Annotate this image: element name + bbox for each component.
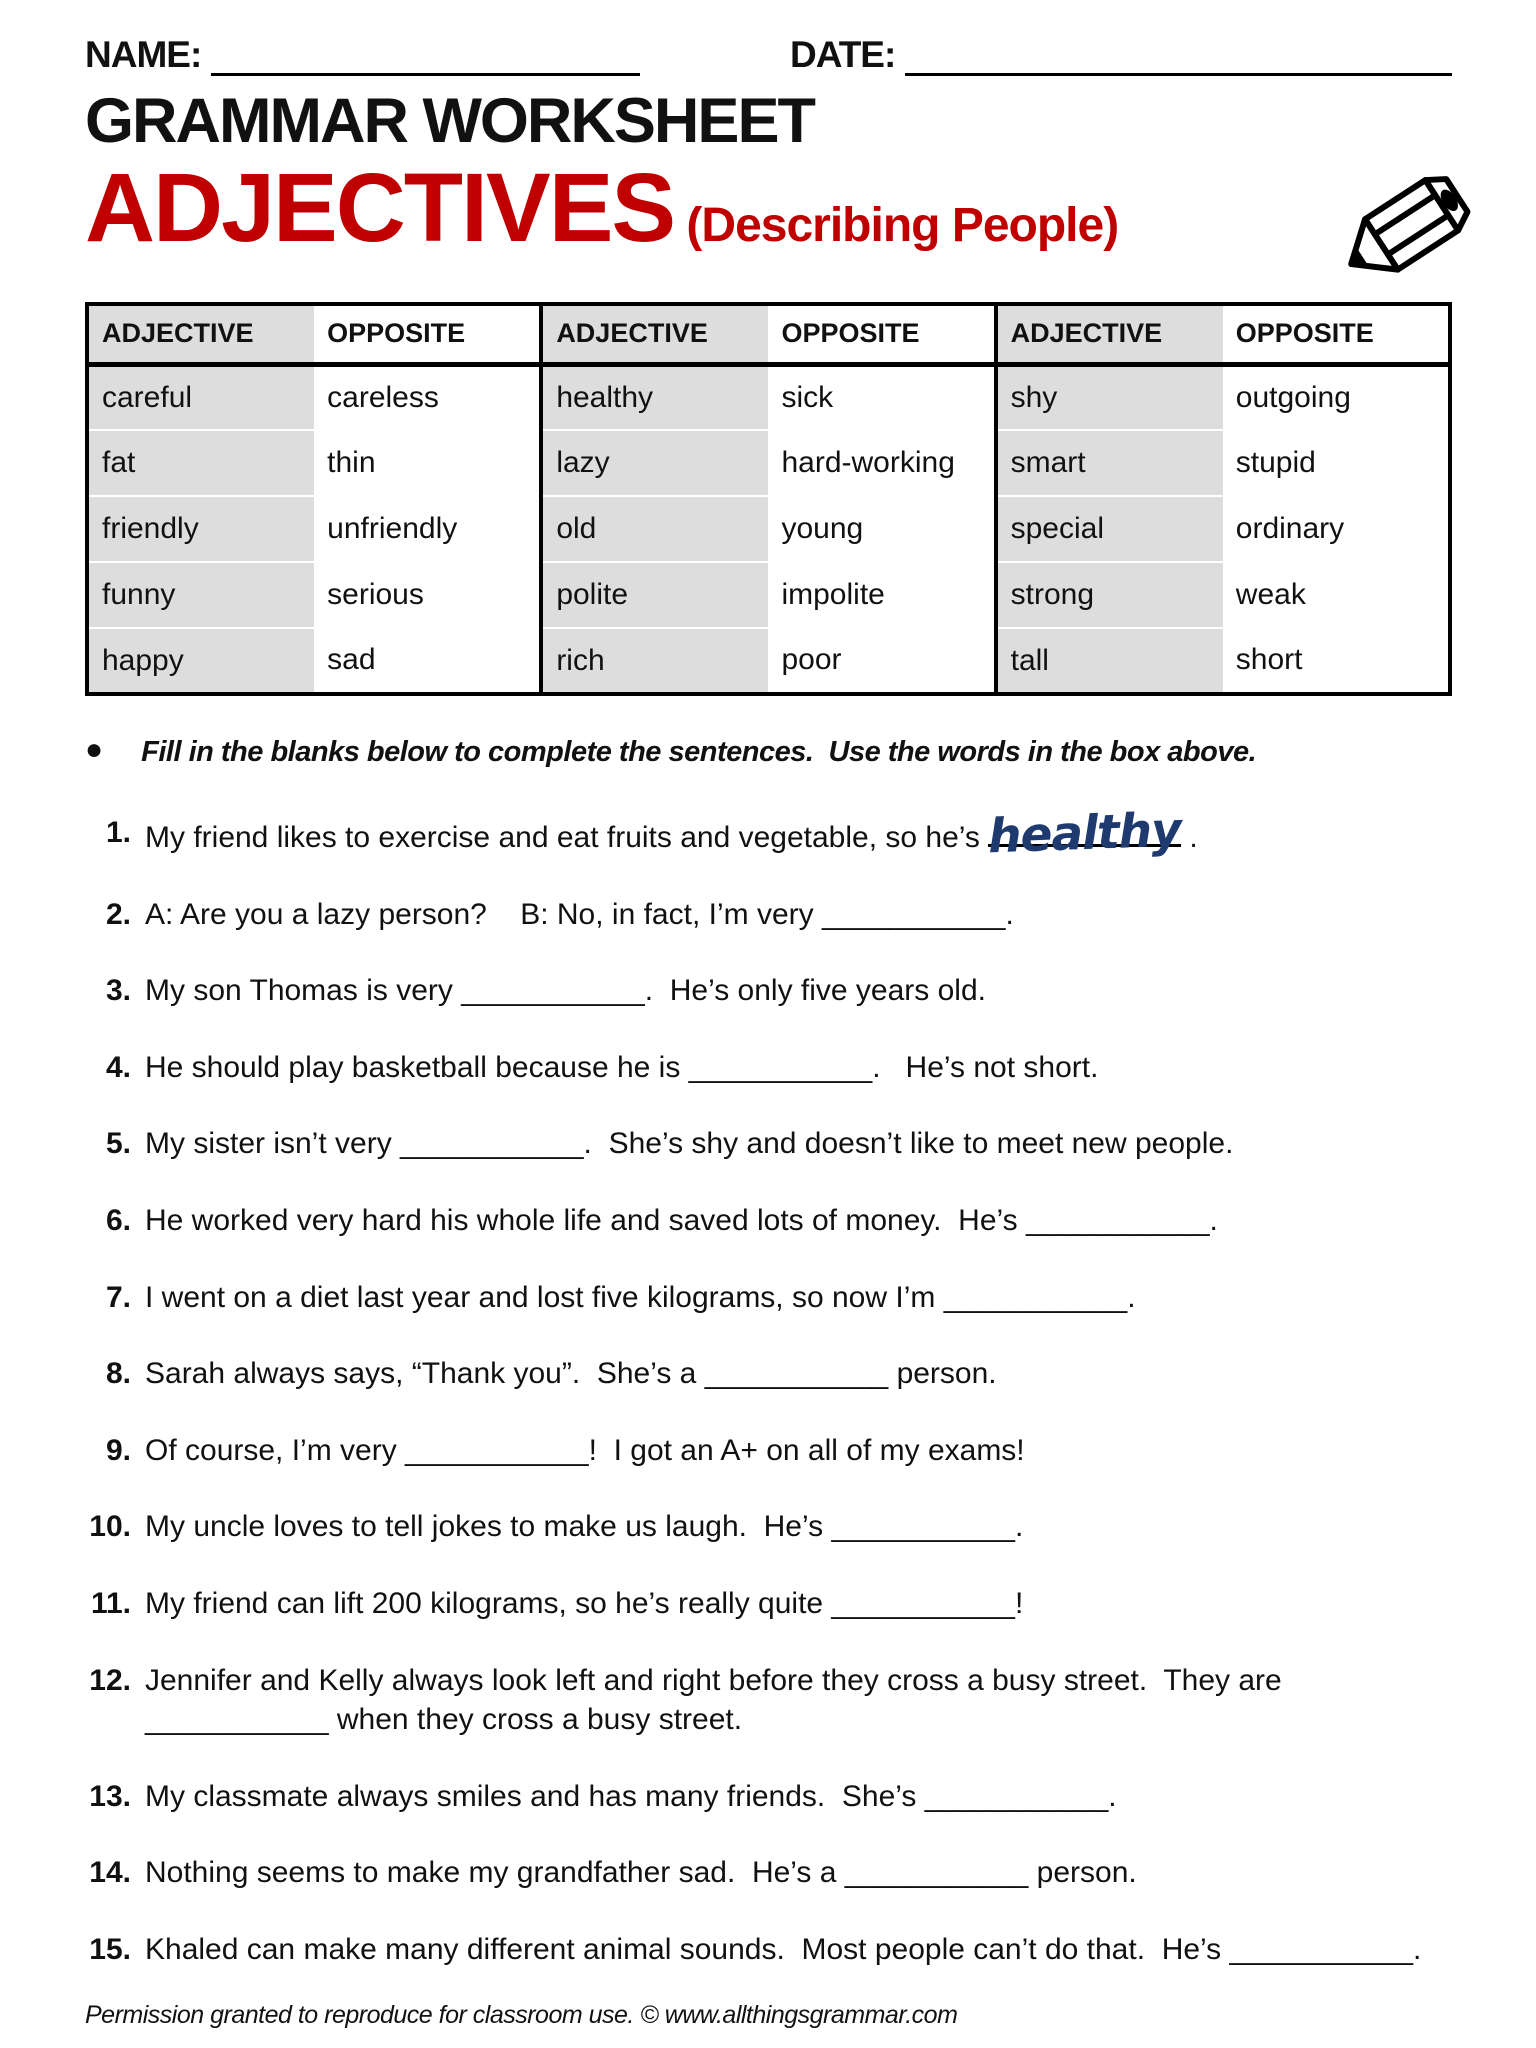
table-cell: special: [996, 496, 1223, 562]
table-cell: rich: [541, 628, 768, 694]
pencil-icon: [1324, 158, 1474, 308]
answer-blank: [987, 802, 1182, 865]
adjectives-table-body: [87, 364, 1450, 694]
table-cell: lazy: [541, 430, 768, 496]
table-header-cell: ADJECTIVE: [87, 304, 314, 364]
table-cell: serious: [314, 562, 541, 628]
item-number: 9.: [105, 1433, 131, 1467]
exercise-item: [85, 1853, 1452, 1893]
table-cell: friendly: [87, 496, 314, 562]
item-text: Khaled can make many different animal sounds. Most people can’t do that. He’s ___________.: [145, 1932, 1422, 1966]
item-number: 11.: [90, 1586, 131, 1620]
item-number: 1.: [105, 816, 131, 849]
table-header-cell: OPPOSITE: [1235, 318, 1374, 349]
table-cell: happy: [87, 628, 314, 694]
header-row: [85, 34, 1452, 76]
topic-subtitle: (Describing People): [674, 199, 1119, 252]
adjectives-table-head: [87, 304, 1450, 364]
exercise-item: [85, 1201, 1452, 1241]
exercise-item: [85, 971, 1452, 1011]
item-number: 7.: [105, 1280, 131, 1314]
item-number: 12.: [89, 1663, 131, 1697]
exercise-item: [85, 1661, 1452, 1740]
item-text: [145, 802, 1198, 865]
table-cell: thin: [314, 430, 541, 496]
table-cell: weak: [1235, 578, 1306, 611]
table-header-cell: OPPOSITE: [768, 304, 995, 364]
item-number: 14.: [89, 1856, 131, 1890]
table-cell: young: [768, 496, 995, 562]
table-cell: unfriendly: [314, 496, 541, 562]
date-field: [790, 34, 1452, 76]
item-text: My son Thomas is very ___________. He’s only five years old.: [145, 974, 986, 1008]
exercise-item: [85, 1584, 1452, 1624]
bullet-icon: ●: [85, 733, 104, 766]
table-cell: careful: [87, 364, 314, 430]
exercise-item: [85, 1930, 1452, 1970]
table-row: [87, 562, 1450, 628]
item-text-after: .: [1180, 821, 1198, 854]
table-row: [87, 496, 1450, 562]
table-cell: fat: [87, 430, 314, 496]
date-label: DATE:: [790, 34, 896, 75]
instruction-row: [85, 733, 1452, 769]
handwritten-answer: healthy: [987, 802, 1182, 865]
table-row: [87, 430, 1450, 496]
item-text: My friend can lift 200 kilograms, so he’s really quite ___________!: [145, 1586, 1024, 1620]
item-number: 4.: [105, 1050, 131, 1084]
table-cell: strong: [996, 562, 1223, 628]
table-cell: stupid: [1235, 446, 1316, 479]
item-number: 5.: [105, 1127, 131, 1161]
topic-title: ADJECTIVES: [85, 153, 675, 262]
table-cell: shy: [996, 364, 1223, 430]
worksheet-title: GRAMMAR WORKSHEET: [85, 86, 814, 156]
table-cell: funny: [87, 562, 314, 628]
table-cell: sad: [314, 628, 541, 694]
table-header-row: [87, 304, 1450, 364]
item-number: 10.: [89, 1510, 131, 1544]
table-cell: outgoing: [1235, 381, 1351, 415]
exercise-item: [85, 895, 1452, 935]
table-header-cell: OPPOSITE: [314, 304, 541, 364]
table-row: [87, 628, 1450, 694]
exercise-item: [85, 1777, 1452, 1817]
item-number: 2.: [105, 897, 131, 931]
item-text: He should play basketball because he is ___________. He’s not short.: [145, 1050, 1099, 1084]
item-text: A: Are you a lazy person? B: No, in fact, I’m very ___________.: [145, 897, 1014, 931]
table-cell: poor: [768, 628, 995, 694]
item-number: 3.: [105, 974, 131, 1008]
item-text: I went on a diet last year and lost five kilograms, so now I’m ___________.: [145, 1280, 1136, 1314]
exercise-list: [85, 802, 1452, 1970]
item-number: 13.: [89, 1779, 131, 1813]
item-text: Nothing seems to make my grandfather sad. He’s a ___________ person.: [145, 1856, 1137, 1890]
item-text: Jennifer and Kelly always look left and right before they cross a busy street. They are ___________ when they cross a busy street.: [145, 1663, 1291, 1737]
instruction-text: Fill in the blanks below to complete the sentences. Use the words in the box above.: [141, 736, 1257, 768]
table-header-cell: ADJECTIVE: [996, 304, 1223, 364]
table-cell: smart: [996, 430, 1223, 496]
item-text-before: My friend likes to exercise and eat fruits and vegetable, so he’s: [145, 821, 989, 854]
exercise-item: [85, 1124, 1452, 1164]
exercise-item: [85, 1048, 1452, 1088]
date-blank: [905, 42, 1452, 76]
table-cell: old: [541, 496, 768, 562]
item-text: Sarah always says, “Thank you”. She’s a ___________ person.: [145, 1357, 997, 1391]
table-header-cell: ADJECTIVE: [541, 304, 768, 364]
table-cell: short: [1235, 643, 1303, 676]
exercise-item: [85, 1431, 1452, 1471]
table-cell: hard-working: [768, 430, 995, 496]
item-number: 8.: [105, 1357, 131, 1391]
name-label: NAME:: [85, 34, 202, 75]
exercise-item-1: [85, 802, 1452, 865]
item-text: My sister isn’t very ___________. She’s shy and doesn’t like to meet new people.: [145, 1127, 1234, 1161]
item-text: My classmate always smiles and has many friends. She’s ___________.: [145, 1779, 1117, 1813]
table-cell: ordinary: [1235, 512, 1345, 545]
name-blank: [211, 42, 640, 76]
table-cell: tall: [996, 628, 1223, 694]
footer-credit: Permission granted to reproduce for classroom use. © www.allthingsgrammar.com: [85, 2001, 958, 2029]
adjectives-table: [85, 302, 1452, 696]
table-cell: healthy: [541, 364, 768, 430]
table-cell: sick: [768, 364, 995, 430]
exercise-item: [85, 1507, 1452, 1547]
table-cell: polite: [541, 562, 768, 628]
item-number: 15.: [89, 1932, 131, 1966]
table-cell: careless: [314, 364, 541, 430]
item-text: He worked very hard his whole life and saved lots of money. He’s ___________.: [145, 1203, 1218, 1237]
exercise-item: [85, 1278, 1452, 1318]
topic-title-row: [85, 153, 1452, 262]
name-field: [85, 34, 640, 76]
table-row: [87, 364, 1450, 430]
exercise-item: [85, 1354, 1452, 1394]
item-number: 6.: [105, 1203, 131, 1237]
item-text: Of course, I’m very ___________! I got an A+ on all of my exams!: [145, 1433, 1025, 1467]
item-text: My uncle loves to tell jokes to make us laugh. He’s ___________.: [145, 1510, 1024, 1544]
table-cell: impolite: [768, 562, 995, 628]
